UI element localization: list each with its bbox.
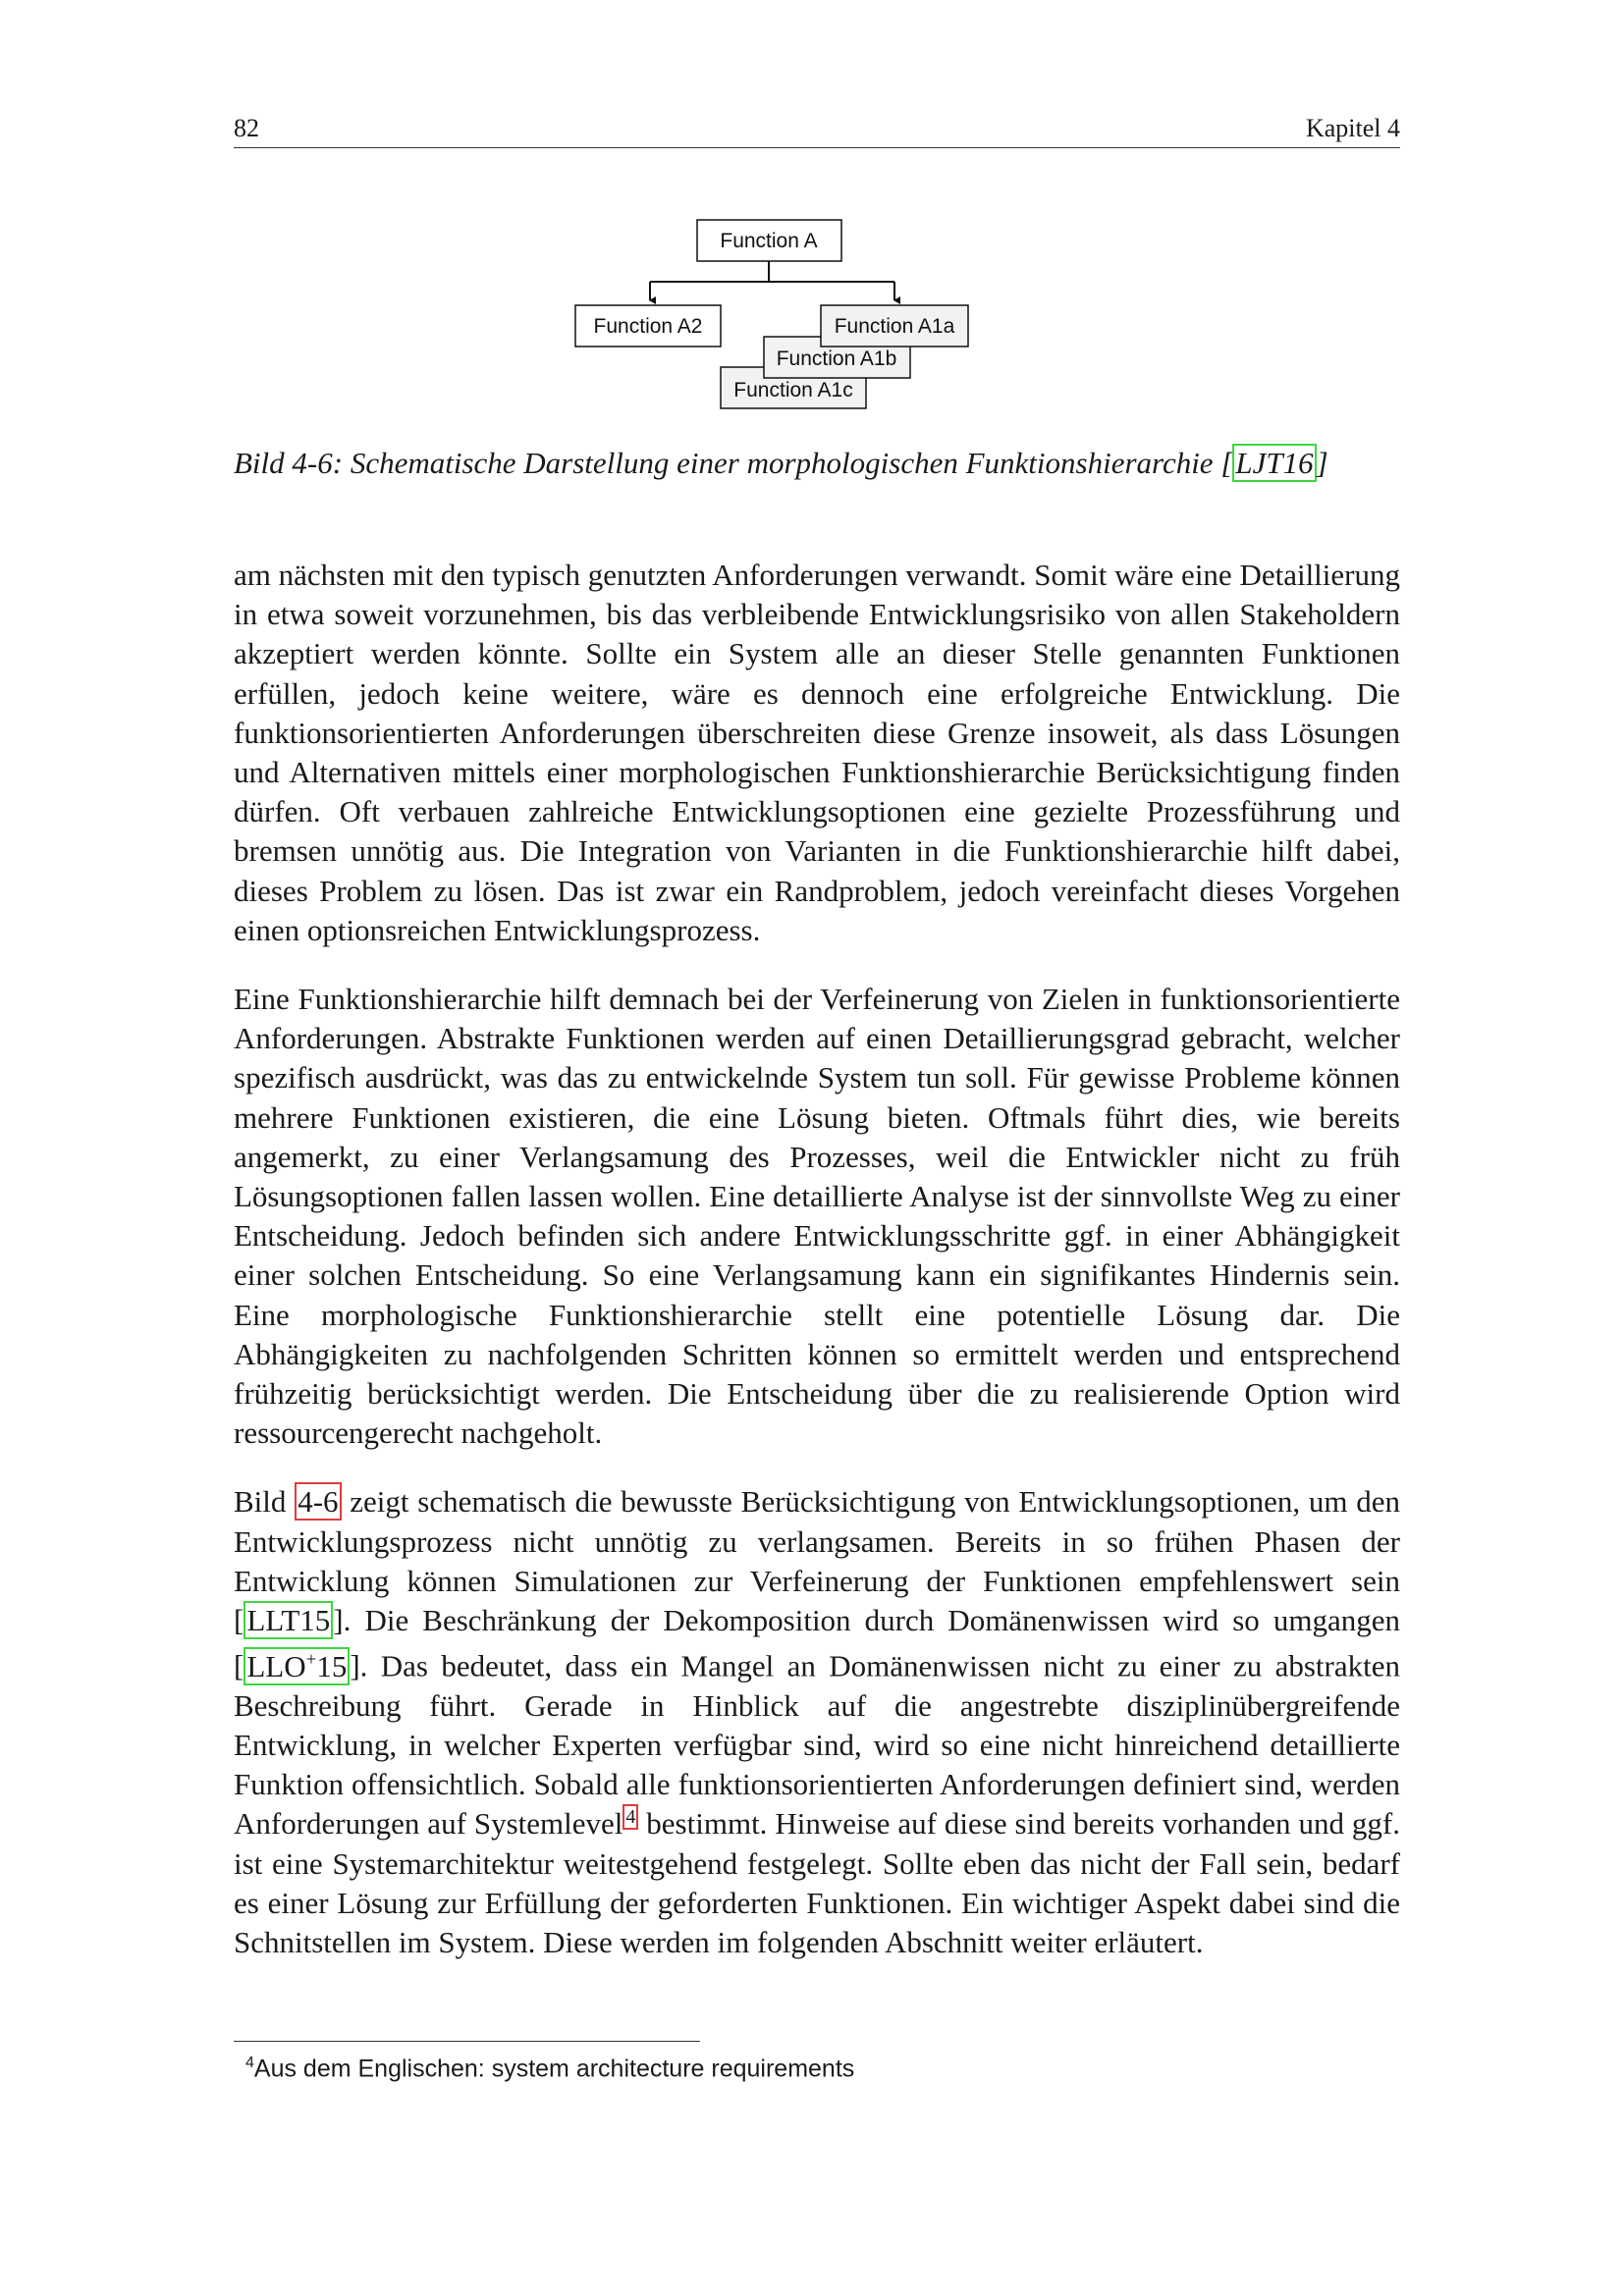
- citation-llo15-link[interactable]: [244, 1647, 350, 1685]
- body-text: [234, 556, 1400, 1992]
- figure-reference-link[interactable]: 4-6: [295, 1482, 341, 1521]
- paragraph-1: am nächsten mit den typisch genutzten Anforderungen verwandt. Somit wäre eine Detaillierung in etwa soweit vorzunehmen, bis das verbleibende Entwicklungsrisiko von allen Stakeholdern akzeptiert werden könnte. Sollte ein System alle an dieser Stelle genannten Funktionen erfüllen, jedoch keine weitere, wäre es dennoch eine erfolgreiche Entwicklung. Die funktionsorientierten Anforderungen überschreiten diese Grenze insoweit, als dass Lösungen und Alternativen mittels einer morphologischen Funktionshierarchie Berücksichtigung finden dürfen. Oft verbauen zahlreiche Entwicklungsoptionen eine gezielte Prozessführung und bremsen unnötig aus. Die Integration von Varianten in die Funktionshierarchie hilft dabei, dieses Problem zu lösen. Das ist zwar ein Randproblem, jedoch vereinfacht dieses Vorgehen einen optionsreichen Entwicklungsprozess.: [234, 558, 1400, 947]
- caption-bracket-close: ]: [1316, 446, 1328, 480]
- node-function-a: [697, 220, 841, 261]
- paragraph-2: Eine Funktionshierarchie hilft demnach bei der Verfeinerung von Zielen in funktionsorientierte Anforderungen. Abstrakte Funktionen werden auf einen Detaillierungsgrad gebracht, welcher spezifisch ausdrückt, was das zu entwickelnde System tun soll. Für gewisse Probleme können mehrere Funktionen existieren, die eine Lösung bieten. Oftmals führt dies, wie bereits angemerkt, zu einer Verlangsamung des Prozesses, weil die Entwickler nicht zu früh Lösungsoptionen fallen lassen wollen. Eine detaillierte Analyse ist der sinnvollste Weg zu einer Entscheidung. Jedoch befinden sich andere Entwicklungsschritte ggf. in einer Abhängigkeit einer solchen Entscheidung. So eine Verlangsamung kann ein signifikantes Hindernis sein. Eine morphologische Funktionshierarchie stellt eine potentielle Lösung dar. Die Abhängigkeiten zu nachfolgenden Schritten können so ermittelt werden und entsprechend frühzeitig berücksichtigt werden. Die Entscheidung über die zu realisierende Option wird ressourcengerecht nachgeholt.: [234, 982, 1400, 1451]
- citation-llt15-link[interactable]: LLT15: [244, 1601, 333, 1639]
- function-hierarchy-diagram: [0, 0, 1624, 432]
- caption-label: Bild 4-6: [234, 446, 333, 480]
- caption-bracket-open: [: [1220, 446, 1233, 480]
- page-number: 82: [234, 114, 259, 142]
- p3-text-3: ]. Die Beschränkung der Dekomposition durch Domänenwissen wird so umgangen [: [234, 1603, 1400, 1683]
- paragraph-3: [234, 1482, 1400, 1962]
- p3-text-2: zeigt schematisch die bewusste Berücksichtigung von Entwicklungsoptionen, um den Entwicklungsprozess nicht unnötig zu verlangsamen. Bereits in so frühen Phasen der Entwicklung können Simulationen zur Verfeinerung der Funktionen empfehlenswert sein [: [234, 1484, 1401, 1638]
- footnote-marker-link[interactable]: 4: [623, 1804, 638, 1830]
- citation-llo15-main: LLO: [246, 1648, 306, 1683]
- node-function-a-label: Function A: [720, 230, 818, 252]
- node-function-a1a: [821, 305, 968, 347]
- citation-llo15-end: 15: [316, 1648, 348, 1683]
- node-function-a1b-label: Function A1b: [776, 347, 897, 370]
- node-function-a2-label: Function A2: [593, 315, 703, 338]
- citation-llo15-sup: +: [305, 1649, 317, 1671]
- p3-text-5: bestimmt. Hinweise auf diese sind bereits vorhanden und ggf. ist eine Systemarchitektur weitestgehend festgelegt. Sollte eben das nicht der Fall sein, bedarf es einer Lösung zur Erfüllung der geforderten Funktionen. Ein wichtiger Aspekt dabei sind die Schnitstellen im System. Diese werden im folgenden Abschnitt weiter erläutert.: [234, 1806, 1400, 1960]
- caption-text: : Schematische Darstellung einer morphologischen Funktionshierarchie: [332, 446, 1221, 480]
- footnote-text: Aus dem Englischen: system architecture requirements: [253, 2055, 855, 2083]
- footnote-divider: [234, 2041, 700, 2042]
- p3-text-1: Bild: [234, 1484, 296, 1520]
- node-function-a1c-label: Function A1c: [733, 379, 853, 401]
- hierarchy-connectors: [650, 261, 894, 300]
- footnote-number: 4: [245, 2055, 254, 2071]
- chapter-title: Kapitel 4: [1305, 114, 1400, 142]
- node-function-a1a-label: Function A1a: [834, 315, 955, 338]
- footnote: [245, 2048, 1326, 2084]
- figure-caption: [234, 444, 1400, 483]
- caption-citation-link[interactable]: LJT16: [1232, 444, 1316, 482]
- p3-text-4: ]. Das bedeutet, dass ein Mangel an Domänenwissen nicht zu einer zu abstrakten Beschreibung führt. Gerade in Hinblick auf die angestrebte disziplinübergreifende Entwicklung, in welcher Experten verfügbar sind, wird so eine nicht hinreichend detaillierte Funktion offensichtlich. Sobald alle funktionsorientierten Anforderungen definiert sind, werden Anforderungen auf Systemlevel: [234, 1648, 1400, 1842]
- node-function-a2: [575, 305, 721, 347]
